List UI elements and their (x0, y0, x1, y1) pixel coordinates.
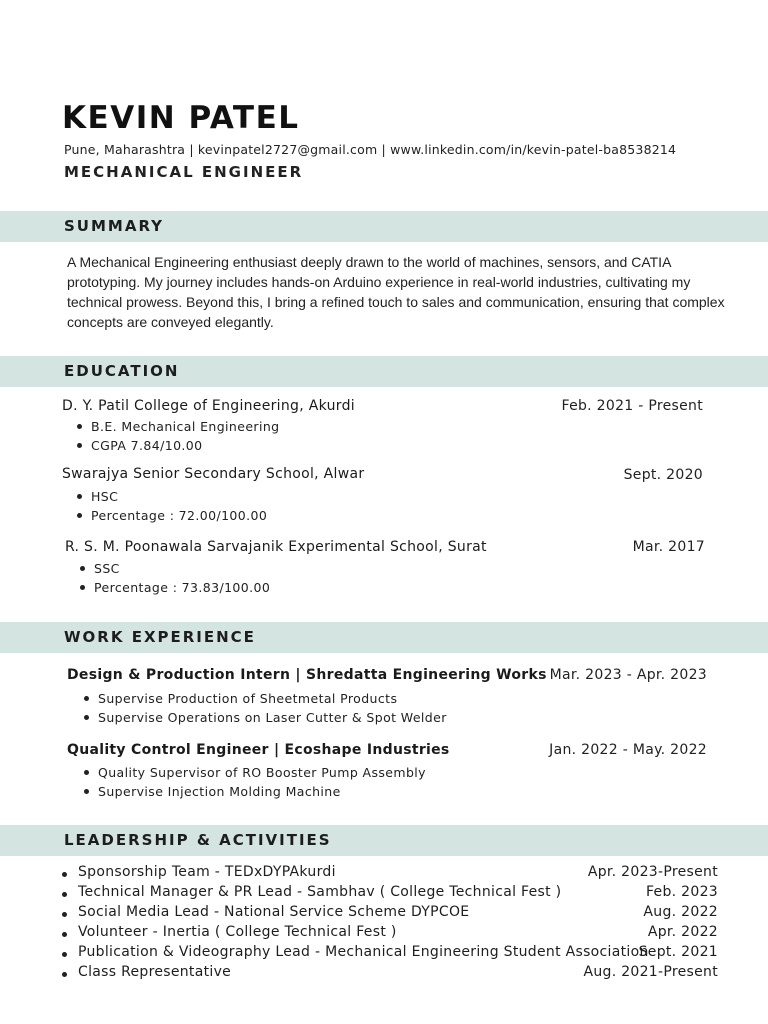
list-item: Percentage : 73.83/100.00 (78, 578, 270, 597)
activity-date: Aug. 2021-Present (583, 964, 718, 980)
education-date: Mar. 2017 (632, 539, 705, 555)
list-item: Supervise Injection Molding Machine (82, 782, 426, 801)
section-heading-leadership: LEADERSHIP & ACTIVITIES (64, 831, 332, 849)
list-item: Supervise Operations on Laser Cutter & Spot Welder (82, 708, 447, 727)
list-item (62, 884, 718, 904)
activity-label: Volunteer - Inertia ( College Technical Fest ) (78, 924, 397, 940)
activity-label: Social Media Lead - National Service Scheme DYPCOE (78, 904, 470, 920)
section-heading-summary: SUMMARY (64, 217, 165, 235)
work-date: Mar. 2023 - Apr. 2023 (549, 667, 707, 683)
summary-text: A Mechanical Engineering enthusiast deeply drawn to the world of machines, sensors, and CATIA prototyping. My journey includes hands-on Arduino experience in real-world industries, cultivating my technical prowess. Beyond this, I bring a refined touch to sales and communication, ensuring that complex concepts are conveyed elegantly. (67, 254, 725, 330)
work-position: Quality Control Engineer | Ecoshape Industries (67, 742, 450, 758)
list-item: SSC (78, 559, 270, 578)
work-duties (82, 689, 447, 727)
education-details (75, 487, 267, 525)
list-item (62, 904, 718, 924)
activity-label: Class Representative (78, 964, 232, 980)
list-item (62, 924, 718, 944)
activity-date: Apr. 2023-Present (587, 864, 718, 880)
section-heading-education: EDUCATION (64, 362, 180, 380)
section-band-education (0, 356, 768, 387)
list-item: CGPA 7.84/10.00 (75, 436, 280, 455)
section-heading-work-experience: WORK EXPERIENCE (64, 628, 256, 646)
education-date: Feb. 2021 - Present (561, 398, 703, 414)
activity-date: Aug. 2022 (643, 904, 718, 920)
list-item (62, 964, 718, 984)
education-institution: R. S. M. Poonawala Sarvajanik Experimental School, Surat (65, 539, 487, 555)
activity-date: Apr. 2022 (647, 924, 718, 940)
activity-date: Sept. 2021 (638, 944, 718, 960)
activity-date: Feb. 2023 (645, 884, 718, 900)
activity-label: Technical Manager & PR Lead - Sambhav ( College Technical Fest ) (78, 884, 562, 900)
education-date: Sept. 2020 (623, 467, 703, 483)
section-band-leadership (0, 825, 768, 856)
job-title: MECHANICAL ENGINEER (64, 163, 304, 181)
section-band-summary (0, 211, 768, 242)
leadership-list (62, 864, 718, 984)
list-item: Percentage : 72.00/100.00 (75, 506, 267, 525)
education-institution: D. Y. Patil College of Engineering, Akurdi (62, 398, 355, 414)
list-item: Supervise Production of Sheetmetal Products (82, 689, 447, 708)
list-item: HSC (75, 487, 267, 506)
education-details (78, 559, 270, 597)
work-position: Design & Production Intern | Shredatta Engineering Works (67, 667, 547, 683)
work-date: Jan. 2022 - May. 2022 (549, 742, 707, 758)
section-band-work-experience (0, 622, 768, 653)
work-duties (82, 763, 426, 801)
list-item: Quality Supervisor of RO Booster Pump Assembly (82, 763, 426, 782)
list-item: B.E. Mechanical Engineering (75, 417, 280, 436)
contact-line: Pune, Maharashtra | kevinpatel2727@gmail.com | www.linkedin.com/in/kevin-patel-ba8538214 (64, 142, 677, 157)
education-institution: Swarajya Senior Secondary School, Alwar (62, 466, 365, 482)
list-item (62, 944, 718, 964)
activity-label: Publication & Videography Lead - Mechanical Engineering Student Association (78, 944, 649, 960)
list-item (62, 864, 718, 884)
activity-label: Sponsorship Team - TEDxDYPAkurdi (78, 864, 336, 880)
resume-name: KEVIN PATEL (62, 100, 300, 136)
education-details (75, 417, 280, 455)
